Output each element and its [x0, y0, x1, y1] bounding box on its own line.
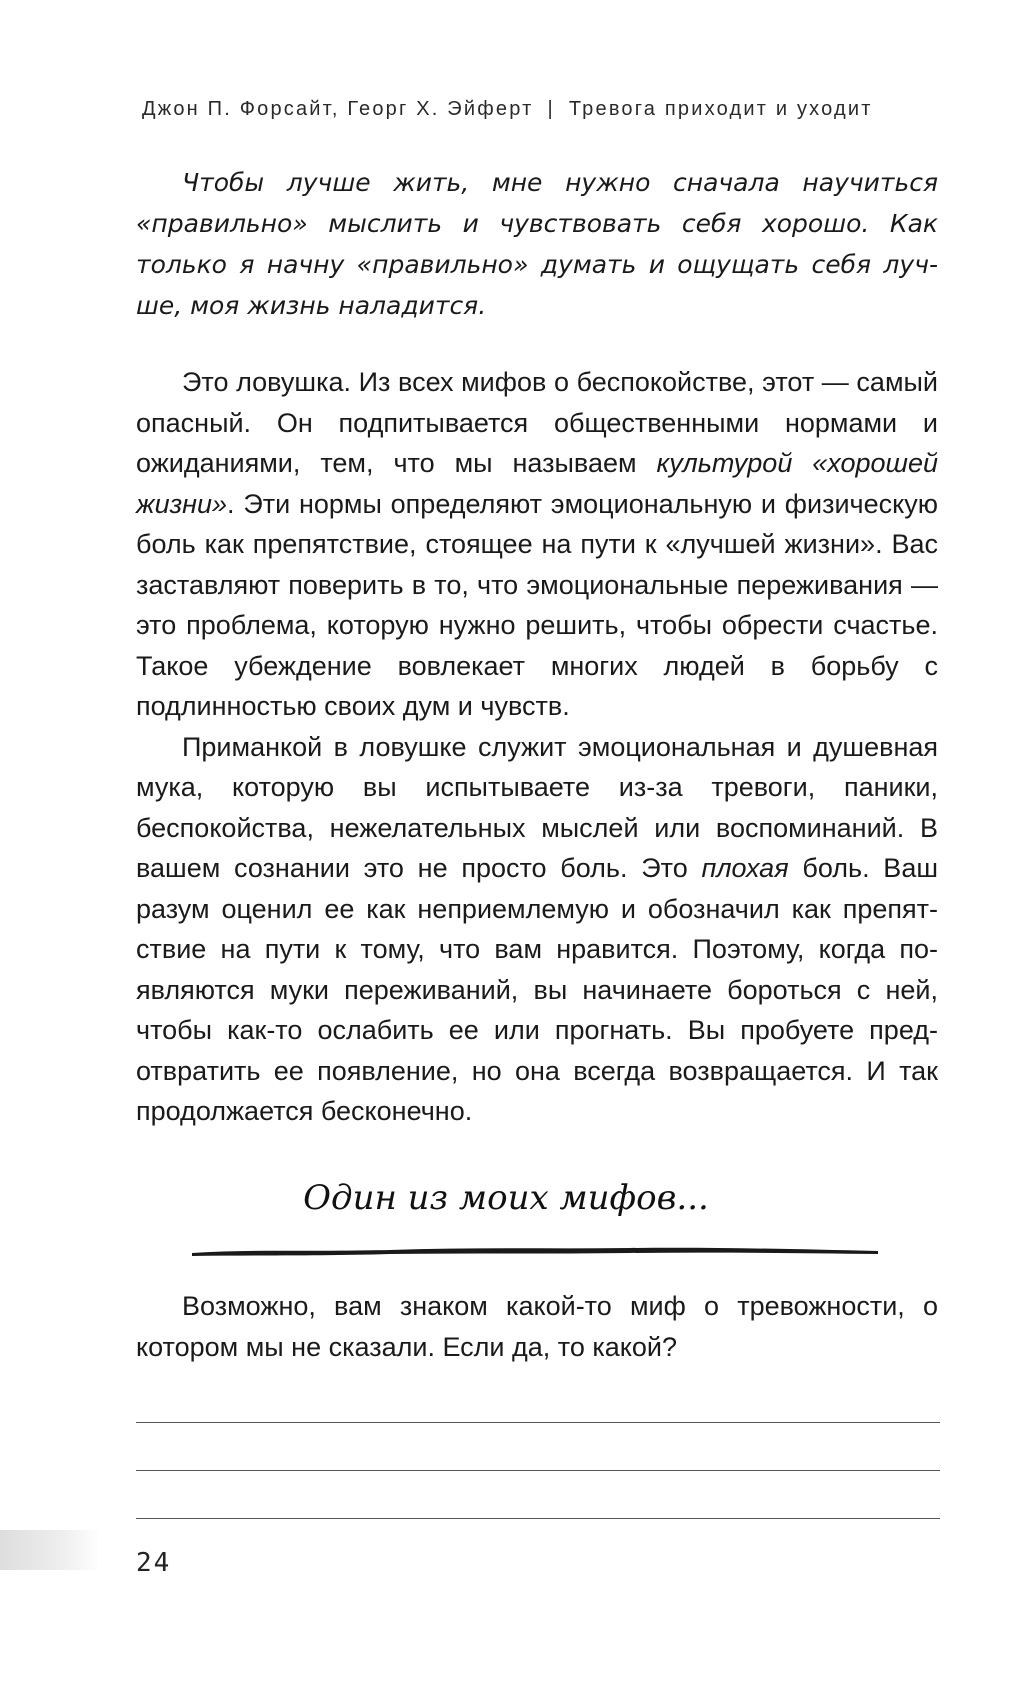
paragraph-2-emphasis: плохая: [701, 853, 789, 883]
answer-line[interactable]: [136, 1422, 940, 1423]
paragraph-2-end: боль. Ваш разум оценил ее как неприемлемую и обозначил как препятствие на пути к тому, что вам нравится. Поэтому, когда появляются муки переживаний, вы начинаете бороться с ней, чтобы как-то ослабить ее или прогнать. Вы пробуете предотвратить ее появление, но она всегда возвращается. И так продолжается бесконечно.: [136, 853, 938, 1126]
paragraph-2-start: Приманкой в ловушке служит эмоциональная и душевная мука, которую вы испытываете из-за тревоги, паники, беспокойства, нежелательных мыслей или воспоминаний. В вашем сознании это не просто боль. Это: [136, 731, 938, 883]
header-separator: |: [547, 98, 555, 120]
body-text: [136, 362, 938, 1132]
header-book-title: Тревога приходит и уходит: [568, 98, 873, 120]
section-title: Один из моих мифов...: [303, 1178, 709, 1218]
answer-line[interactable]: [136, 1470, 940, 1471]
brush-underline: [190, 1243, 880, 1259]
exercise-question: [136, 1286, 938, 1367]
paragraph-1-start: Это ловушка. Из всех мифов о беспокойстве, этот — самый опасный. Он подпитывается общественными нормами и ожиданиями, тем, что мы называем: [136, 367, 938, 478]
myth-quote: [136, 162, 938, 326]
exercise-question-text: Возможно, вам знаком какой-то миф о тревожности, о котором мы не сказали. Если да, то какой?: [136, 1291, 938, 1362]
myth-quote-text: Чтобы лучше жить, мне нужно сначала научиться «правильно» мыслить и чувствовать себя хорошо. Как только я начну «правильно» думать и ощущать себя лучше, моя жизнь наладится.: [136, 168, 938, 320]
paragraph-1: [136, 362, 938, 727]
paragraph-1-end: . Эти нормы определяют эмоциональную и физическую боль как препятствие, стоящее на пути к «лучшей жизни». Вас заставляют поверить в то, что эмоциональные переживания — это проблема, которую нужно решить, чтобы обрести счастье. Такое убеждение вовлекает многих людей в борьбу с подлинностью своих дум и чувств.: [136, 488, 938, 721]
page-edge-shadow: [0, 1530, 100, 1570]
paragraph-1-emphasis: культурой «хорошей жизни»: [136, 448, 939, 519]
running-header: [142, 98, 942, 121]
header-authors: Джон П. Форсайт, Георг Х. Эйферт: [142, 98, 534, 120]
page-number: 24: [136, 1548, 172, 1578]
paragraph-2: [136, 727, 938, 1132]
answer-line[interactable]: [136, 1518, 940, 1519]
